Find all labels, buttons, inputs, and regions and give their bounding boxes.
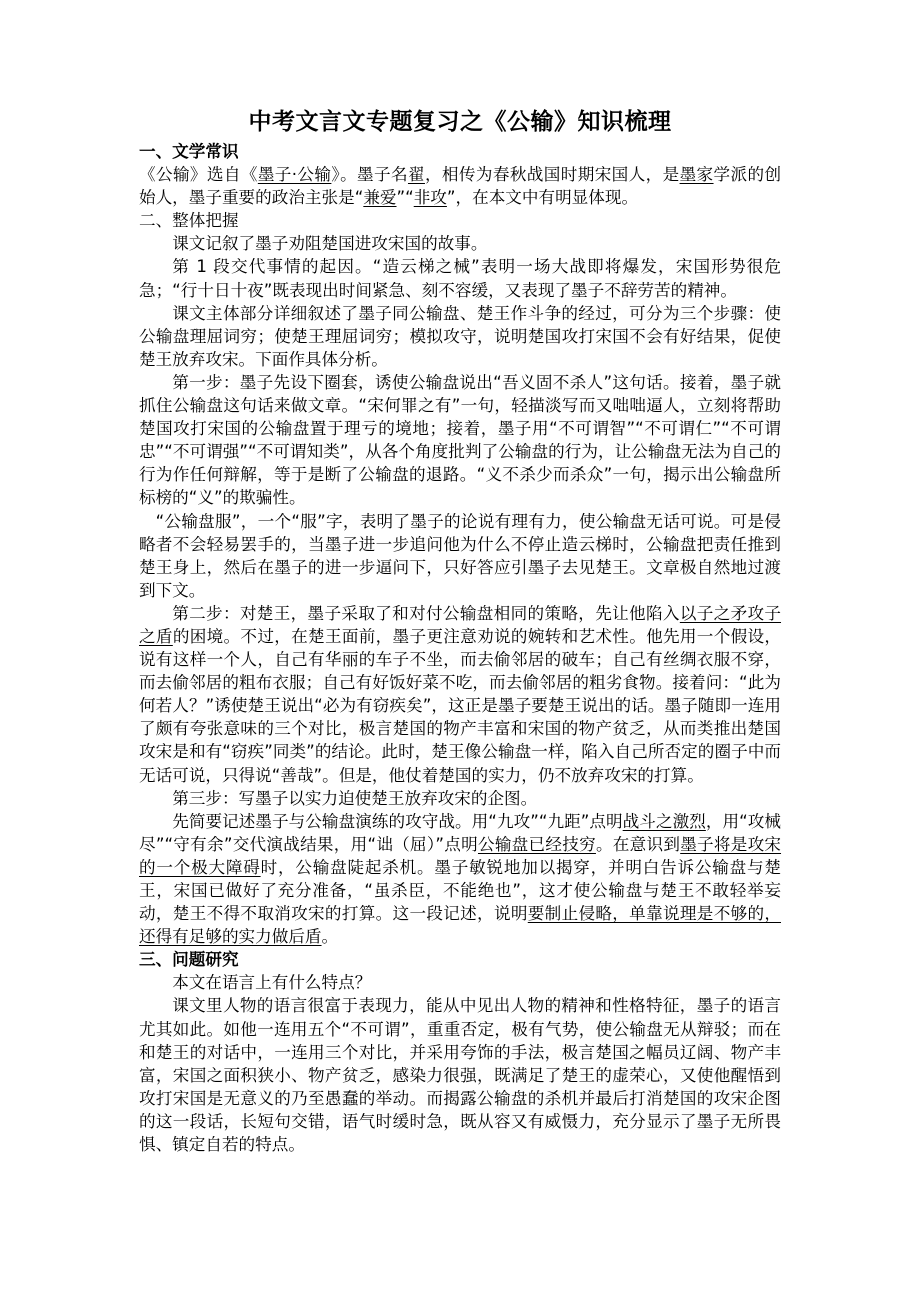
text-run: ，相传为春秋战国时期宋国人，是 bbox=[424, 165, 680, 185]
text-run: 》。墨子名 bbox=[331, 165, 408, 185]
paragraph-overview-intro: 课文记叙了墨子劝阻楚国进攻宋国的故事。 bbox=[172, 234, 488, 254]
paragraph-step-three: 第三步：写墨子以实力迫使楚王放弃攻宋的企图。 bbox=[172, 788, 538, 808]
document-title: 中考文言文专题复习之《公输》知识梳理 bbox=[248, 108, 672, 135]
text-run: 。 bbox=[321, 927, 339, 947]
underlined-text: 墨子·公输 bbox=[257, 165, 332, 185]
section-heading-overview: 二、整体把握 bbox=[139, 211, 239, 231]
underlined-text: 战斗之激烈 bbox=[622, 811, 706, 831]
text-run: 《公输》选自《 bbox=[139, 165, 258, 185]
paragraph-literature bbox=[139, 163, 781, 209]
paragraph-main-body: 课文主体部分详细叙述了墨子同公输盘、楚王作斗争的经过，可分为三个步骤：使公输盘理屈词穷；使楚王理屈词穷；模拟攻守，说明楚国攻打宋国不会有好结果，促使楚王放弃攻宋。下面作具体分析。 bbox=[139, 303, 781, 369]
document-page bbox=[139, 106, 781, 1156]
underlined-text: 墨子将是攻宋的一个极大障碍 bbox=[139, 834, 782, 877]
text-run: 学派的创始人，墨子重要的政治主张是“ bbox=[139, 165, 782, 208]
text-run: ，用“攻械尽”“守有余”交代演战结果，用“诎（屈）”点明 bbox=[139, 811, 782, 854]
underlined-text: 非攻 bbox=[413, 188, 447, 208]
underlined-text: 翟 bbox=[407, 165, 425, 185]
paragraph-step-one: 第一步：墨子先设下圈套，诱使公输盘说出“吾义固不杀人”这句话。接着，墨子就抓住公输盘这句话来做文章。“宋何罪之有”一句，轻描淡写而又咄咄逼人，立刻将帮助楚国攻打宋国的公输盘置于理亏的境地；接着，墨子用“不可谓智”“不可谓仁”“不可谓忠”“不可谓强”“不可谓知类”，从各个角度批判了公输盘的行为，让公输盘无法为自己的行为作任何辩解，等于是断了公输盘的退路。“义不杀少而杀众”一句，揭示出公输盘所标榜的“义”的欺骗性。 bbox=[139, 372, 781, 508]
underlined-text: 墨家 bbox=[679, 165, 714, 185]
text-run: ”，在本文中有明显体现。 bbox=[446, 188, 639, 208]
text-run: 先简要记述墨子与公输盘演练的攻守战。用“九攻”“九距”点明 bbox=[172, 811, 623, 831]
paragraph-gongshu-pan-yields: “公输盘服”，一个“服”字，表明了墨子的论说有理有力，使公输盘无话可说。可是侵略者不会轻易罢手的，当墨子进一步追问他为什么不停止造云梯时，公输盘把责任推到楚王身上，然后在墨子的进一步逼问下，只好答应引墨子去见楚王。文章极自然地过渡到下文。 bbox=[139, 511, 781, 600]
section-heading-literature: 一、文学常识 bbox=[139, 142, 239, 161]
paragraph-step-two bbox=[139, 602, 781, 787]
paragraph-paragraph-one: 第 1 段交代事情的起因。“造云梯之械”表明一场大战即将爆发，宋国形势很危急；“行十日十夜”既表现出时间紧急、刻不容缓，又表现了墨子不辞劳苦的精神。 bbox=[139, 257, 781, 300]
underlined-text: 要制止侵略，单靠说理是不够的，还得有足够的实力做后盾 bbox=[139, 904, 781, 947]
paragraph-battle-drill bbox=[139, 810, 781, 949]
text-run: 。在意识到 bbox=[595, 834, 681, 854]
paragraph-research-answer: 课文里人物的语言很富于表现力，能从中见出人物的精神和性格特征，墨子的语言尤其如此。如他一连用五个“不可谓”，重重否定，极有气势，使公输盘无从辩驳；而在和楚王的对话中，一连用三个对比，并采用夸饰的手法，极言楚国之幅员辽阔、物产丰富，宋国之面积狭小、物产贫乏，感染力很强，既满足了楚王的虚荣心，又使他醒悟到攻打宋国是无意义的乃至愚蠢的举动。而揭露公输盘的杀机并最后打消楚国的攻宋企图的这一段话，长短句交错，语气时缓时急，既从容又有威慑力，充分显示了墨子无所畏惧、镇定自若的特点。 bbox=[139, 996, 781, 1155]
underlined-text: 兼爱 bbox=[363, 188, 397, 208]
underlined-text: 公输盘已经技穷 bbox=[477, 834, 596, 854]
text-run: 时，公输盘陡起杀机。墨子敏锐地加以揭穿，并明白告诉公输盘与楚王，宋国已做好了充分准备，“虽杀臣，不能绝也”，这才使公输盘与楚王不敢轻举妄动，楚王不得不取消攻宋的打算。这一段记述，说明 bbox=[139, 857, 782, 924]
section-heading-research: 三、问题研究 bbox=[139, 950, 239, 970]
text-run: 第二步：对楚王，墨子采取了和对付公输盘相同的策略，先让他陷入 bbox=[172, 603, 680, 623]
paragraph-research-question: 本文在语言上有什么特点？ bbox=[172, 973, 372, 993]
underlined-text: 以子之矛攻子之盾 bbox=[139, 603, 782, 646]
text-run: 的困境。不过，在楚王面前，墨子更注意劝说的婉转和艺术性。他先用一个假设，说有这样一个人，自己有华丽的车子不坐，而去偷邻居的破车；自己有丝绸衣服不穿，而去偷邻居的粗布衣服；自己有好饭好菜不吃，而去偷邻居的粗劣食物。接着问：“此为何若人？”诱使楚王说出“必为有窃疾矣”，这正是墨子要楚王说出的话。墨子随即一连用了颇有夸张意味的三个对比，极言楚国的物产丰富和宋国的物产贫乏，从而类推出楚国攻宋是和有“窃疾”同类”的结论。此时，楚王像公输盘一样，陷入自己所否定的圈子中而无话可说，只得说“善哉”。但是，他仗着楚国的实力，仍不放弃攻宋的打算。 bbox=[139, 626, 782, 785]
text-run: ”“ bbox=[396, 188, 414, 208]
